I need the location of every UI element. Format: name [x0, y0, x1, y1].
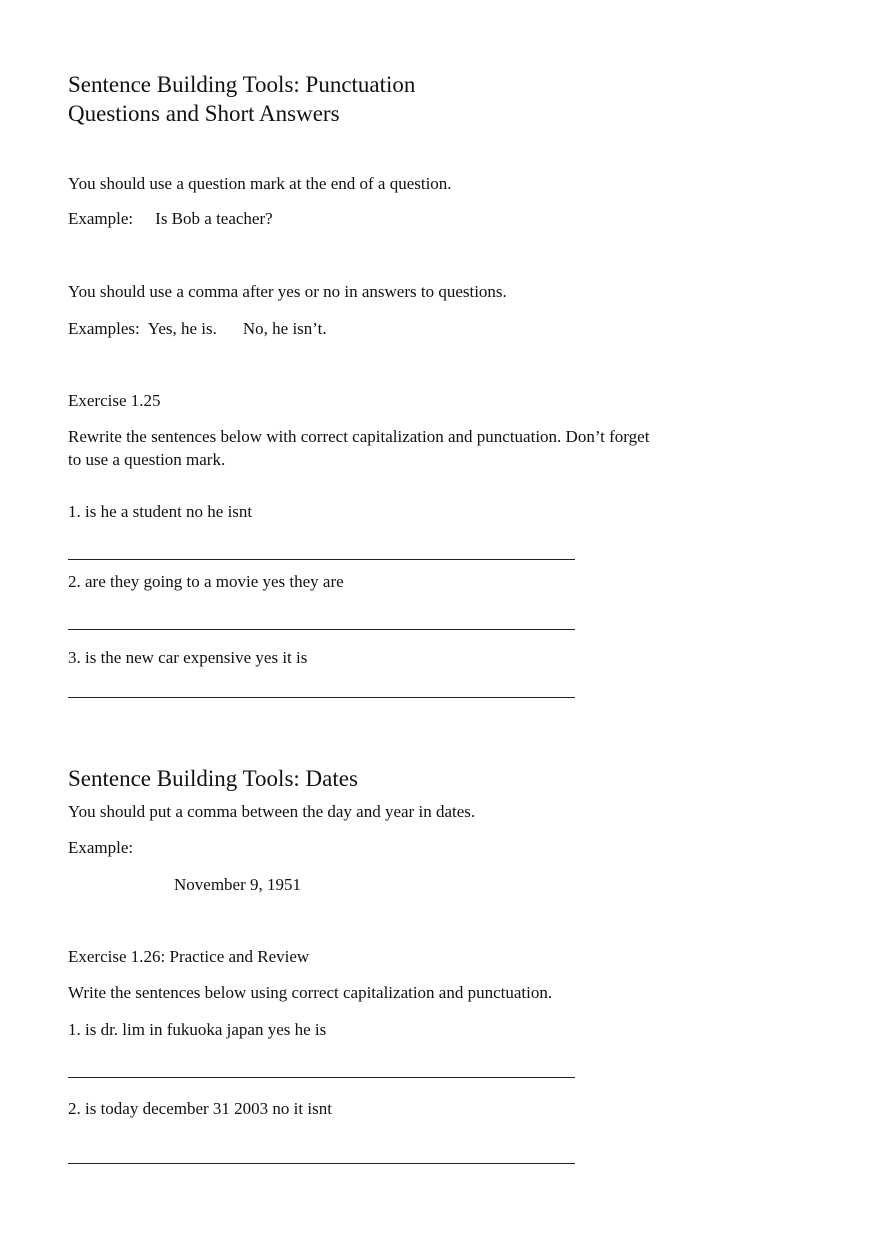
examples-text-no: No, he isn’t. — [242, 319, 327, 338]
dates-section-title: Sentence Building Tools: Dates — [68, 766, 358, 791]
examples-label: Examples: — [68, 319, 140, 338]
exercise-1-25-item-1: 1. is he a student no he isnt — [68, 502, 253, 521]
dates-rule: You should put a comma between the day and year in dates. — [68, 802, 476, 821]
question-mark-rule: You should use a question mark at the end of a question. — [68, 174, 452, 193]
examples-text-yes: Yes, he is. — [147, 319, 217, 338]
exercise-1-26-item-1: 1. is dr. lim in fukuoka japan yes he is — [68, 1020, 327, 1039]
dates-example-label: Example: — [68, 838, 134, 857]
exercise-1-26-instructions: Write the sentences below using correct capitalization and punctuation. — [68, 983, 553, 1002]
question-mark-example — [68, 207, 273, 230]
comma-examples — [68, 317, 327, 340]
page-title: Sentence Building Tools: Punctuation — [68, 72, 416, 97]
exercise-1-25-instructions: Rewrite the sentences below with correct capitalization and punctuation. Don’t forget to use a question mark. — [68, 427, 650, 469]
dates-example-date: November 9, 1951 — [174, 875, 302, 894]
example-text: Is Bob a teacher? — [155, 209, 273, 228]
answer-line-1-25-3[interactable] — [68, 697, 575, 698]
answer-line-1-25-2[interactable] — [68, 629, 575, 630]
example-label: Example: — [68, 209, 134, 228]
exercise-1-26-heading: Exercise 1.26: Practice and Review — [68, 947, 310, 966]
comma-rule: You should use a comma after yes or no in answers to questions. — [68, 282, 507, 301]
exercise-1-25-item-3: 3. is the new car expensive yes it is — [68, 648, 308, 667]
exercise-1-26-item-2: 2. is today december 31 2003 no it isnt — [68, 1099, 332, 1118]
answer-line-1-26-1[interactable] — [68, 1077, 575, 1078]
exercise-1-25-item-2: 2. are they going to a movie yes they are — [68, 572, 344, 591]
page-subtitle: Questions and Short Answers — [68, 101, 340, 126]
answer-line-1-25-1[interactable] — [68, 559, 575, 560]
answer-line-1-26-2[interactable] — [68, 1163, 575, 1164]
exercise-1-25-heading: Exercise 1.25 — [68, 391, 161, 410]
